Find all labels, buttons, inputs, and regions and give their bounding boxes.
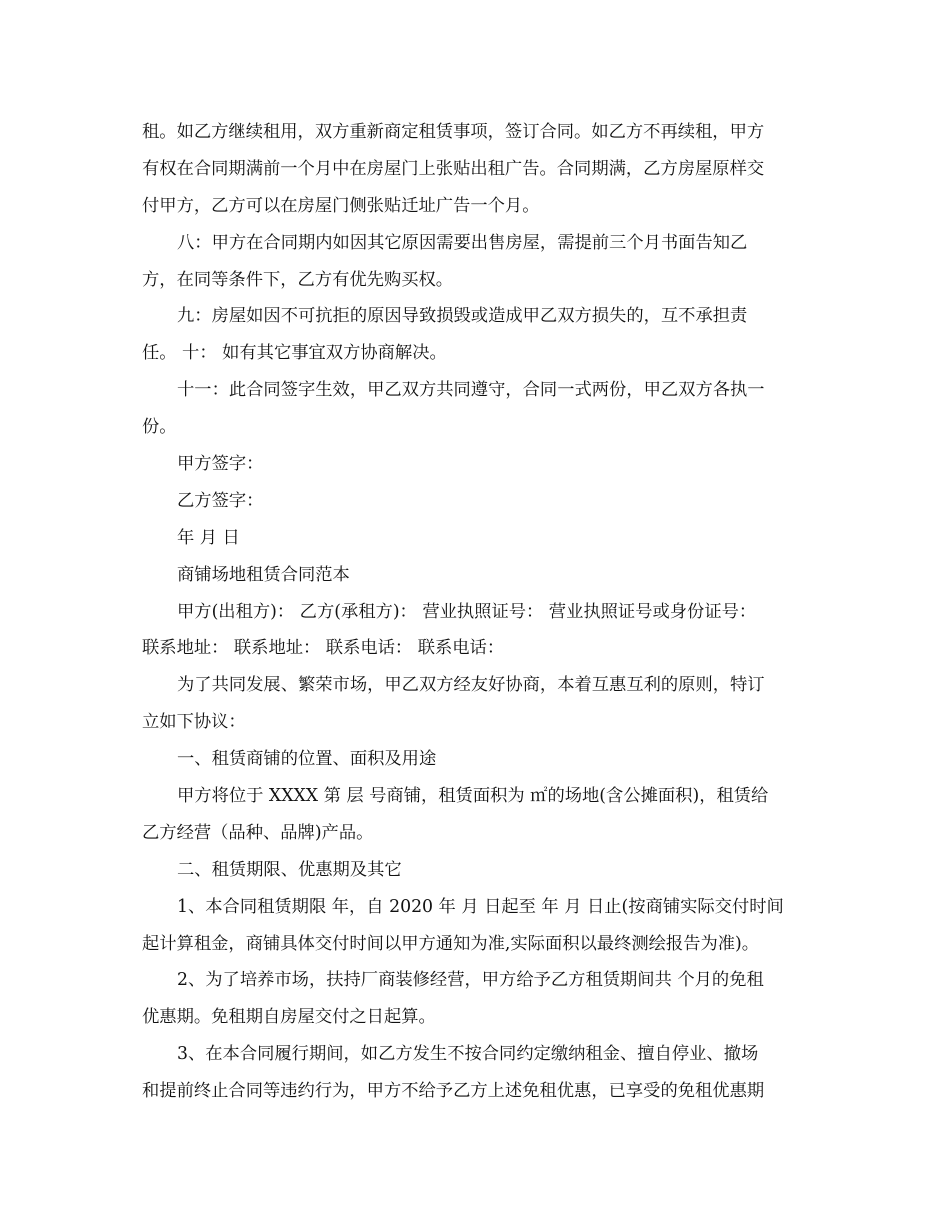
- clause-8-line: 八：甲方在合同期内如因其它原因需要出售房屋，需提前三个月书面告知乙: [177, 232, 748, 253]
- party-b-signature: 乙方签字：: [177, 490, 264, 511]
- paragraph-line: 付甲方，乙方可以在房屋门侧张贴迁址广告一个月。: [142, 195, 540, 216]
- clause-9-line: 九：房屋如因不可抗拒的原因导致损毁或造成甲乙双方损失的，互不承担责: [177, 306, 748, 327]
- paragraph-line: 2、为了培养市场，扶持厂商装修经营，甲方给予乙方租赁期间共 个月的免租: [177, 970, 764, 991]
- section-heading: 一、租赁商铺的位置、面积及用途: [177, 749, 437, 770]
- paragraph-line: 起计算租金，商铺具体交付时间以甲方通知为准,实际面积以最终测绘报告为准)。: [142, 933, 760, 954]
- parties-info-line: 甲方(出租方)： 乙方(承租方)： 营业执照证号： 营业执照证号或身份证号：: [177, 601, 757, 622]
- clause-11-line: 份。: [142, 417, 177, 438]
- paragraph-line: 优惠期。免租期自房屋交付之日起算。: [142, 1007, 436, 1028]
- paragraph-line: 有权在合同期满前一个月中在房屋门上张贴出租广告。合同期满，乙方房屋原样交: [142, 158, 765, 179]
- paragraph-line: 甲方将位于 XXXX 第 层 号商铺，租赁面积为 ㎡的场地(含公摊面积)，租赁给: [177, 786, 769, 807]
- paragraph-line: 租。如乙方继续租用，双方重新商定租赁事项，签订合同。如乙方不再续租，甲方: [142, 122, 765, 142]
- paragraph-line: 乙方经营（品种、品牌)产品。: [142, 822, 374, 843]
- paragraph-line: 3、在本合同履行期间，如乙方发生不按合同约定缴纳租金、擅自停业、撤场: [177, 1044, 759, 1065]
- date-line: 年 月 日: [177, 527, 240, 548]
- contract-title: 商铺场地租赁合同范本: [177, 564, 350, 585]
- paragraph-line: 和提前终止合同等违约行为，甲方不给予乙方上述免租优惠，已享受的免租优惠期: [142, 1081, 765, 1102]
- section-heading: 二、租赁期限、优惠期及其它: [177, 859, 402, 880]
- clause-11-line: 十一：此合同签字生效，甲乙双方共同遵守，合同一式两份，甲乙双方各执一: [177, 380, 765, 401]
- preamble-line: 立如下协议：: [142, 712, 246, 733]
- party-a-signature: 甲方签字：: [177, 454, 264, 475]
- clause-9-line: 任。 十： 如有其它事宜双方协商解决。: [142, 343, 447, 364]
- paragraph-line: 1、本合同租赁期限 年，自 2020 年 月 日起至 年 月 日止(按商铺实际交付时间: [177, 896, 784, 917]
- clause-8-line: 方，在同等条件下，乙方有优先购买权。: [142, 269, 454, 290]
- contact-info-line: 联系地址： 联系地址： 联系电话： 联系电话：: [142, 638, 505, 659]
- preamble-line: 为了共同发展、繁荣市场，甲乙双方经友好协商，本着互惠互利的原则，特订: [177, 675, 765, 696]
- document-body: [142, 114, 814, 1110]
